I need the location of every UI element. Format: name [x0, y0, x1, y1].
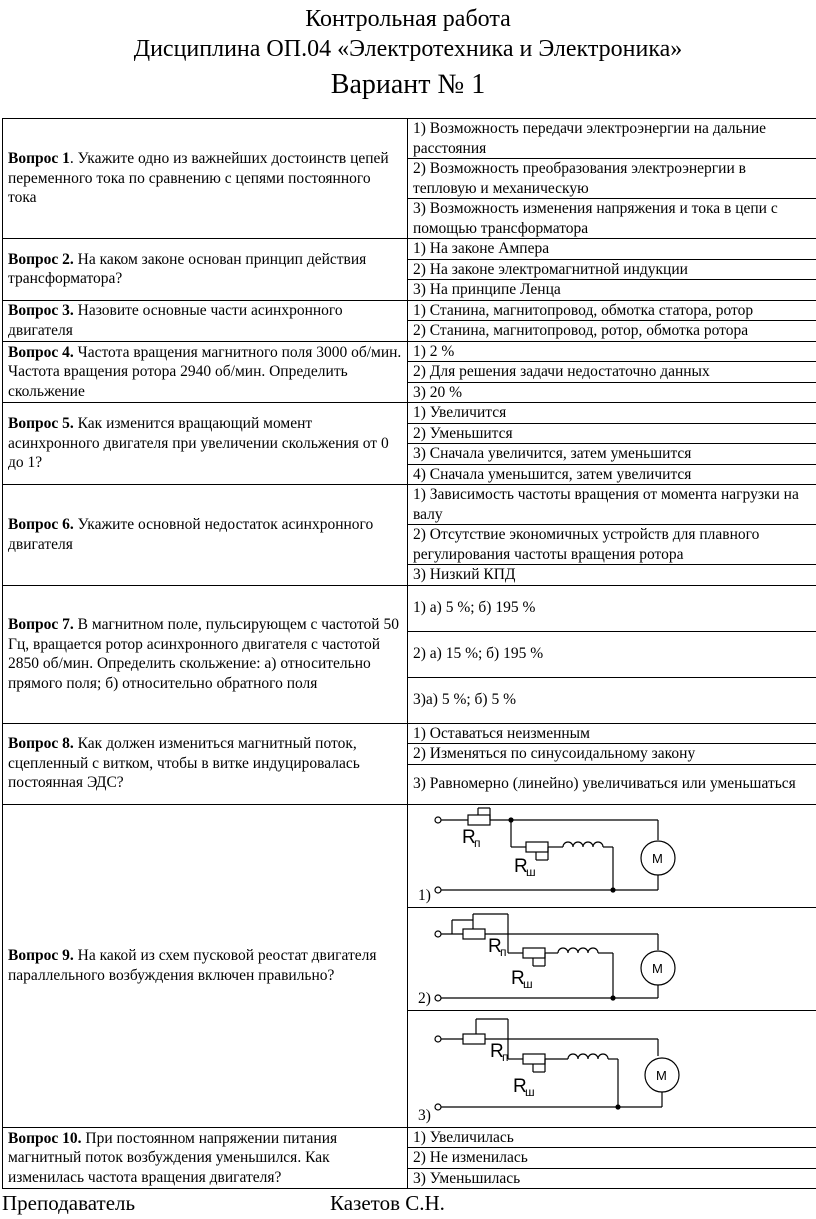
subject: Дисциплина ОП.04 «Электротехника и Электроника» — [133, 36, 683, 62]
rsh-sub: ш — [526, 864, 536, 879]
answer-2-3[interactable]: 3) На принципе Ленца — [408, 280, 816, 301]
table-row — [3, 804, 816, 907]
rp-sub: п — [502, 1049, 509, 1064]
answer-7-3[interactable]: 3)а) 5 %; б) 5 % — [408, 677, 816, 723]
answer-8-2[interactable]: 2) Изменяться по синусоидальному закону — [408, 744, 816, 765]
answer-1-1[interactable]: 1) Возможность передачи электроэнергии на дальние расстояния — [408, 119, 816, 159]
rsh-label: R — [511, 967, 525, 989]
table-row — [3, 300, 816, 321]
answer-3-1[interactable]: 1) Станина, магнитопровод, обмотка статора, ротор — [408, 300, 816, 321]
question-5: Вопрос 5. Как изменится вращающий момент асинхронного двигателя при увеличении скольжения от 0 до 1? — [3, 403, 408, 485]
answer-5-1[interactable]: 1) Увеличится — [408, 403, 816, 424]
answer-6-2[interactable]: 2) Отсутствие экономичных устройств для плавного регулирования частоты вращения ротора — [408, 525, 816, 565]
rp-label: R — [462, 826, 476, 848]
table-row — [3, 585, 816, 631]
answer-4-2[interactable]: 2) Для решения задачи недостаточно данных — [408, 362, 816, 383]
scheme-label-2: 2) — [418, 989, 431, 1007]
rsh-sub: ш — [523, 976, 533, 991]
answer-4-1[interactable]: 1) 2 % — [408, 341, 816, 362]
answer-5-2[interactable]: 2) Уменьшится — [408, 423, 816, 444]
scheme-label-1: 1) — [418, 886, 431, 904]
answer-8-1[interactable]: 1) Оставаться неизменным — [408, 723, 816, 744]
answer-10-3[interactable]: 3) Уменьшилась — [408, 1168, 816, 1189]
table-row — [3, 723, 816, 744]
table-row — [3, 1127, 816, 1148]
question-10: Вопрос 10. При постоянном напряжении питания магнитный поток возбуждения уменьшился. Как изменилась частота вращения двигателя? — [3, 1127, 408, 1189]
question-3: Вопрос 3. Назовите основные части асинхронного двигателя — [3, 300, 408, 341]
rp-sub: п — [474, 835, 481, 850]
answer-1-3[interactable]: 3) Возможность изменения напряжения и тока в цепи с помощью трансформатора — [408, 199, 816, 239]
answer-8-3[interactable]: 3) Равномерно (линейно) увеличиваться или уменьшаться — [408, 764, 816, 804]
table-row — [3, 341, 816, 362]
rp-label: R — [488, 935, 502, 957]
answer-2-2[interactable]: 2) На законе электромагнитной индукции — [408, 259, 816, 280]
motor-label: М — [656, 1067, 667, 1083]
rsh-label: R — [513, 1075, 527, 1097]
table-row — [3, 485, 816, 525]
answer-7-1[interactable]: 1) а) 5 %; б) 195 % — [408, 585, 816, 631]
answer-5-4[interactable]: 4) Сначала уменьшится, затем увеличится — [408, 464, 816, 485]
rp-sub: п — [500, 944, 507, 959]
answer-1-2[interactable]: 2) Возможность преобразования электроэнергии в тепловую и механическую — [408, 159, 816, 199]
teacher-name: Казетов С.Н. — [330, 1191, 445, 1215]
answer-7-2[interactable]: 2) а) 15 %; б) 195 % — [408, 631, 816, 677]
answer-3-2[interactable]: 2) Станина, магнитопровод, ротор, обмотка ротора — [408, 321, 816, 342]
scheme-label-3: 3) — [418, 1106, 431, 1124]
table-row — [3, 119, 816, 159]
motor-label: М — [652, 960, 663, 976]
circuit-diagram-3 — [408, 1011, 814, 1127]
answer-5-3[interactable]: 3) Сначала увеличится, затем уменьшится — [408, 444, 816, 465]
table-row — [3, 403, 816, 424]
question-6: Вопрос 6. Укажите основной недостаток асинхронного двигателя — [3, 485, 408, 586]
rsh-sub: ш — [525, 1084, 535, 1099]
answer-10-2[interactable]: 2) Не изменилась — [408, 1148, 816, 1169]
question-4: Вопрос 4. Частота вращения магнитного поля 3000 об/мин. Частота вращения ротора 2940 об/мин. Определить скольжение — [3, 341, 408, 403]
motor-label: М — [652, 850, 663, 866]
answer-2-1[interactable]: 1) На законе Ампера — [408, 239, 816, 260]
circuit-diagram-2 — [408, 908, 814, 1018]
answer-6-1[interactable]: 1) Зависимость частоты вращения от момента нагрузки на валу — [408, 485, 816, 525]
question-7: Вопрос 7. В магнитном поле, пульсирующем с частотой 50 Гц, вращается ротор асинхронного двигателя с частотой 2850 об/мин. Определить скольжение: а) относительно прямого поля; б) относительно обратного поля — [3, 585, 408, 723]
variant: Вариант № 1 — [330, 69, 486, 100]
answer-10-1[interactable]: 1) Увеличилась — [408, 1127, 816, 1148]
scheme-1[interactable] — [408, 804, 816, 907]
question-2: Вопрос 2. На каком законе основан принцип действия трансформатора? — [3, 239, 408, 301]
teacher-label: Преподаватель — [2, 1191, 136, 1215]
scheme-2[interactable] — [408, 907, 816, 1010]
question-9: Вопрос 9. На какой из схем пусковой реостат двигателя параллельного возбуждения включен правильно? — [3, 804, 408, 1127]
questions-table — [2, 118, 816, 1189]
table-row — [3, 239, 816, 260]
scheme-3[interactable] — [408, 1010, 816, 1127]
circuit-diagram-1 — [408, 805, 814, 907]
title: Контрольная работа — [305, 6, 511, 32]
answer-6-3[interactable]: 3) Низкий КПД — [408, 565, 816, 586]
question-8: Вопрос 8. Как должен измениться магнитный поток, сцепленный с витком, чтобы в витке индуцировалась постоянная ЭДС? — [3, 723, 408, 804]
rp-label: R — [490, 1040, 504, 1062]
answer-4-3[interactable]: 3) 20 % — [408, 382, 816, 403]
question-1: Вопрос 1. Укажите одно из важнейших достоинств цепей переменного тока по сравнению с цепями постоянного тока — [3, 119, 408, 239]
rsh-label: R — [514, 855, 528, 877]
